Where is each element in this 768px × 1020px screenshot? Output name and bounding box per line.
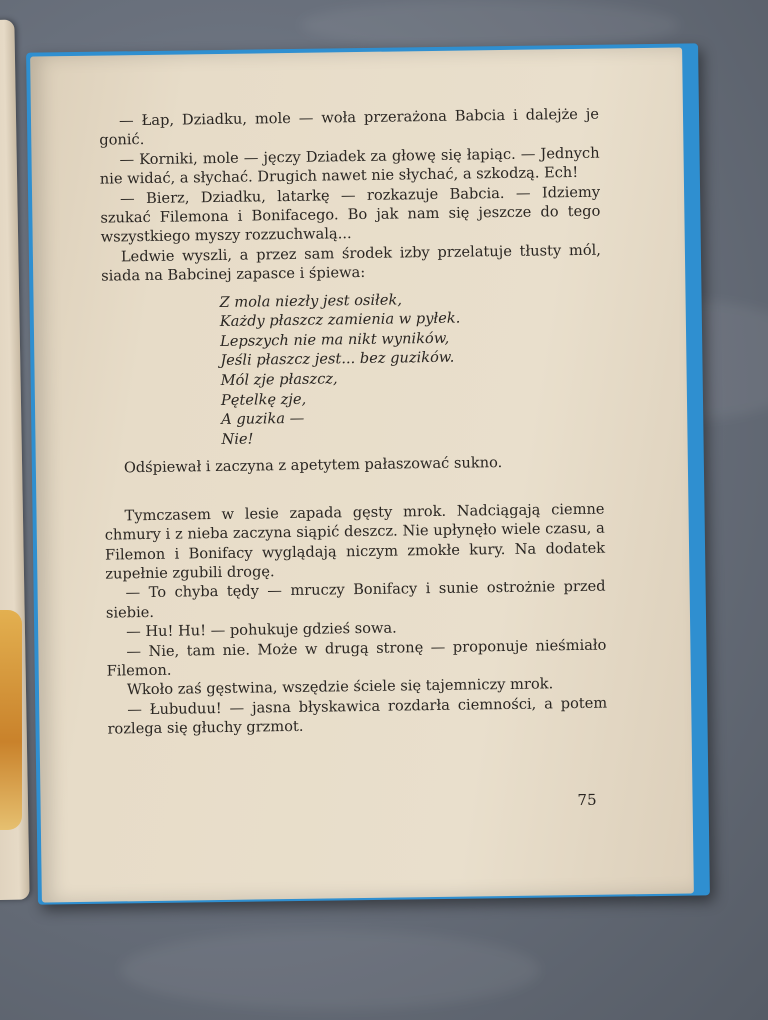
paragraph: — Bierz, Dziadku, latarkę — rozkazuje Babcia. — Idziemy szukać Filemona i Bonifacego. Bo jak nam się jeszcze do tego wszystkiego myszy rozzuchwalą... xyxy=(100,183,601,247)
page-number: 75 xyxy=(577,790,597,810)
blanket-fold xyxy=(300,0,680,50)
paragraph: Ledwie wyszli, a przez sam środek izby przelatuje tłusty mól, siada na Babcinej zapasce i śpiewa: xyxy=(101,241,602,285)
page-text xyxy=(99,105,608,740)
paragraph: Tymczasem w lesie zapada gęsty mrok. Nadciągają ciemne chmury i z nieba zaczyna siąpić deszcz. Nie upłynęło wiele czasu, a Filemon i Bonifacy wyglądają niczym zmokłe kury. Na dodatek zupełnie zgubili drogę. xyxy=(104,500,606,583)
verse-line: Lepszych nie ma nikt wyników, xyxy=(220,329,450,350)
paragraph: — Łubuduu! — jasna błyskawica rozdarła ciemności, a potem rozlega się głuchy grzmot. xyxy=(107,694,608,738)
paragraph: Odśpiewał i zaczyna z apetytem pałaszować sukno. xyxy=(123,454,503,477)
verse-line: Jeśli płaszcz jest... bez guzików. xyxy=(220,349,455,370)
blanket-fold xyxy=(120,930,540,1010)
paragraph: — To chyba tędy — mruczy Bonifacy i sunie ostrożnie przed siebie. xyxy=(105,578,606,622)
paragraph: — Korniki, mole — jęczy Dziadek za głowę się łapiąc. — Jednych nie widać, a słychać. Drugich nawet nie słychać, a szkodzą. Ech! xyxy=(99,144,600,188)
book-page xyxy=(30,47,694,902)
verse-line: Nie! xyxy=(221,430,254,448)
verse-line: Z mola niezły jest osiłek, xyxy=(219,291,403,311)
verse-line: Mól zje płaszcz, xyxy=(220,370,338,389)
paragraph: Wkoło zaś gęstwina, wszędzie ściele się tajemniczy mrok. xyxy=(126,675,554,699)
left-page-illustration xyxy=(0,610,22,830)
paragraph: — Łap, Dziadku, mole — woła przerażona Babcia i dalejże je gonić. xyxy=(99,105,600,150)
verse-line: A guzika — xyxy=(221,410,305,429)
paragraph: — Nie, tam nie. Może w drugą stronę — proponuje nieśmiało Filemon. xyxy=(106,636,607,680)
verse-line: Każdy płaszcz zamienia w pyłek. xyxy=(219,309,461,331)
paragraph: — Hu! Hu! — pohukuje gdzieś sowa. xyxy=(126,619,397,641)
song-verse xyxy=(219,287,603,449)
verse-line: Pętelkę zje, xyxy=(220,390,307,409)
